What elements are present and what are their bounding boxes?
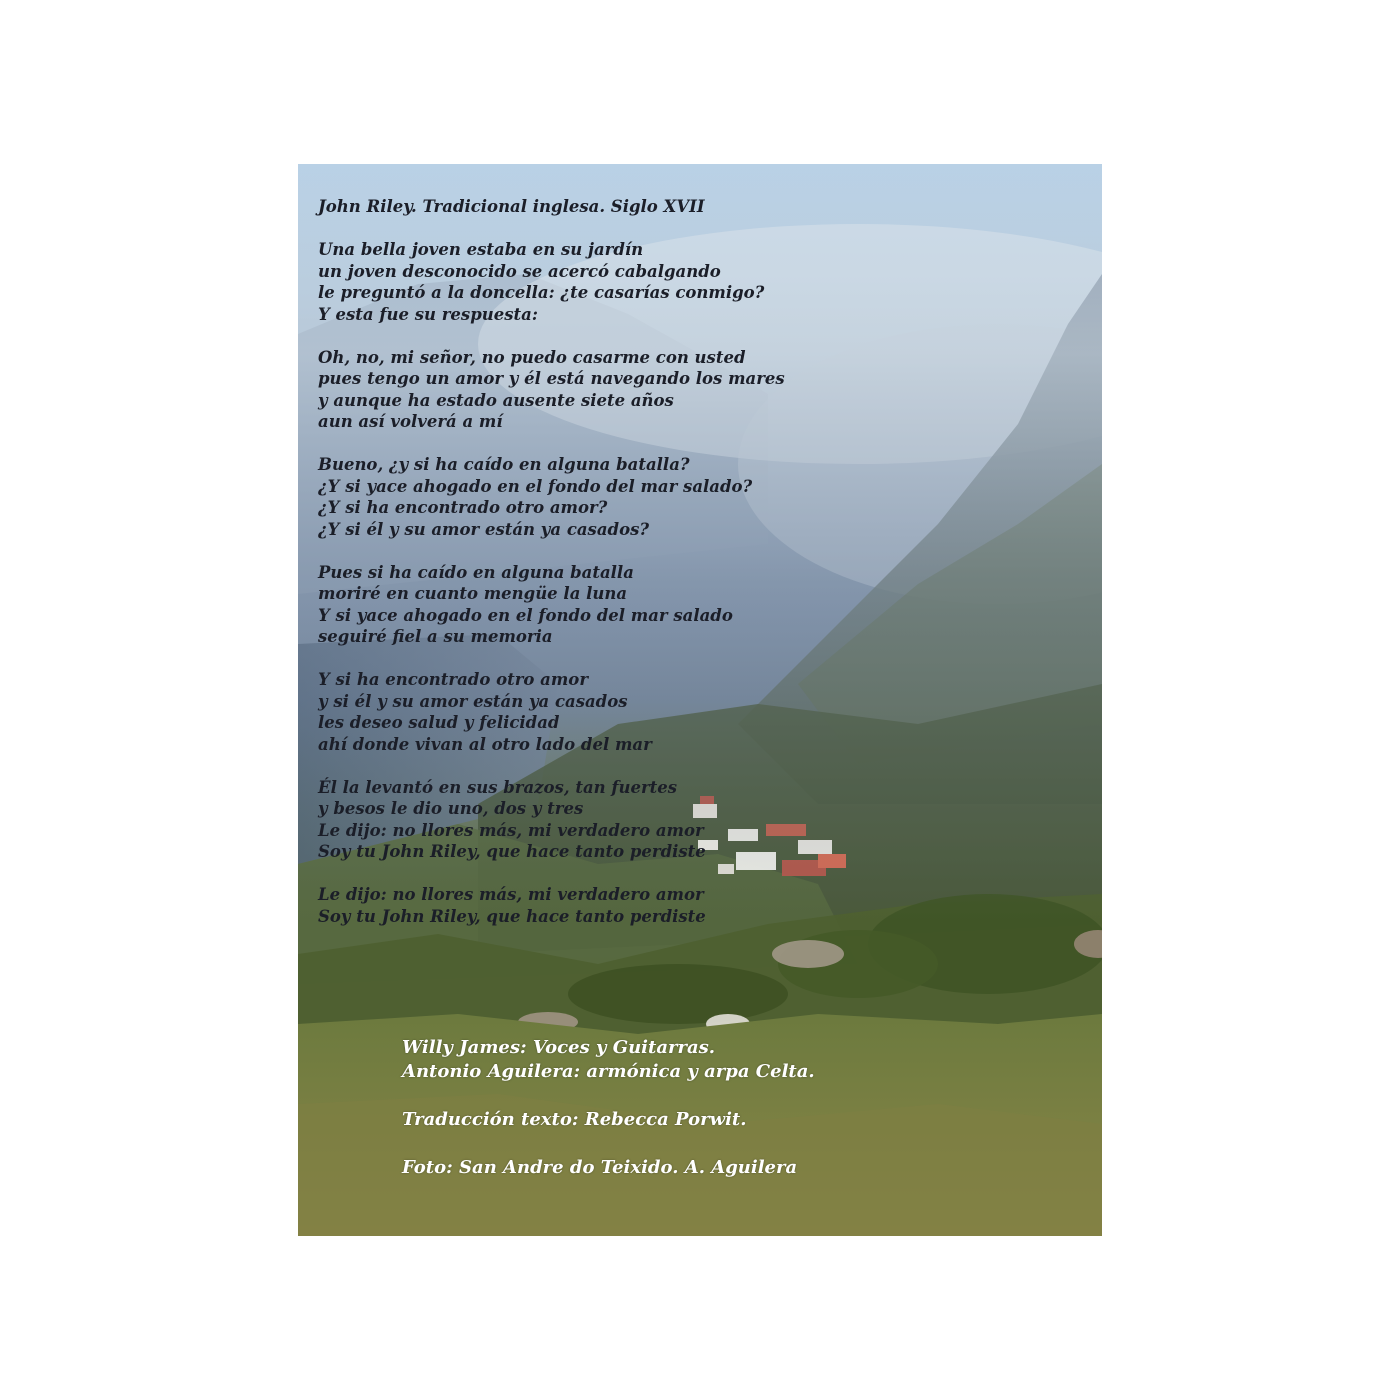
credit-performer: Antonio Aguilera: armónica y arpa Celta. <box>402 1061 815 1082</box>
lyric-line: y si él y su amor están ya casados <box>318 691 628 711</box>
lyric-line: y besos le dio uno, dos y tres <box>318 799 584 818</box>
lyric-line: Y esta fue su respuesta: <box>318 304 538 324</box>
stanza-6 <box>318 777 1078 863</box>
lyrics <box>318 196 1078 949</box>
lyric-line: Pues si ha caído en alguna batalla <box>318 562 634 582</box>
lyric-line: Y si yace ahogado en el fondo del mar salado <box>318 605 733 625</box>
lyric-line: Le dijo: no llores más, mi verdadero amor <box>318 885 704 904</box>
lyric-line: Una bella joven estaba en su jardín <box>318 240 644 259</box>
lyric-line: pues tengo un amor y él está navegando los mares <box>318 369 785 388</box>
credit-performer: Willy James: Voces y Guitarras. <box>402 1037 716 1058</box>
lyric-line: Bueno, ¿y si ha caído en alguna batalla? <box>318 455 690 474</box>
credits <box>402 1036 1082 1180</box>
stanza-1 <box>318 239 1078 325</box>
lyric-line: Oh, no, mi señor, no puedo casarme con usted <box>318 347 746 367</box>
stanza-4 <box>318 562 1078 648</box>
lyric-line: un joven desconocido se acercó cabalgando <box>318 261 721 281</box>
lyric-line: ahí donde vivan al otro lado del mar <box>318 734 652 754</box>
poster <box>298 164 1102 1236</box>
stanza-2 <box>318 347 1078 433</box>
lyric-line: le preguntó a la doncella: ¿te casarías conmigo? <box>318 283 765 302</box>
lyric-line: moriré en cuanto mengüe la luna <box>318 584 628 603</box>
lyric-line: Soy tu John Riley, que hace tanto perdiste <box>318 906 706 926</box>
lyric-line: Soy tu John Riley, que hace tanto perdiste <box>318 842 706 861</box>
lyric-line: Le dijo: no llores más, mi verdadero amor <box>318 820 704 840</box>
credit-photo: Foto: San Andre do Teixido. A. Aguilera <box>402 1157 798 1178</box>
lyric-line: ¿Y si ha encontrado otro amor? <box>318 498 608 517</box>
lyric-line: aun así volverá a mí <box>318 412 503 431</box>
lyric-line: Y si ha encontrado otro amor <box>318 670 589 689</box>
stanza-7 <box>318 884 1078 927</box>
credit-translation: Traducción texto: Rebecca Porwit. <box>402 1109 747 1130</box>
lyric-line: ¿Y si yace ahogado en el fondo del mar salado? <box>318 476 753 496</box>
lyric-line: Él la levantó en sus brazos, tan fuertes <box>318 777 678 797</box>
song-title: John Riley. Tradicional inglesa. Siglo XVII <box>318 197 705 216</box>
stanza-3 <box>318 454 1078 540</box>
lyric-line: seguiré fiel a su memoria <box>318 627 553 646</box>
lyric-line: ¿Y si él y su amor están ya casados? <box>318 519 650 539</box>
lyric-line: y aunque ha estado ausente siete años <box>318 390 674 410</box>
lyric-line: les deseo salud y felicidad <box>318 713 560 732</box>
stanza-5 <box>318 669 1078 755</box>
